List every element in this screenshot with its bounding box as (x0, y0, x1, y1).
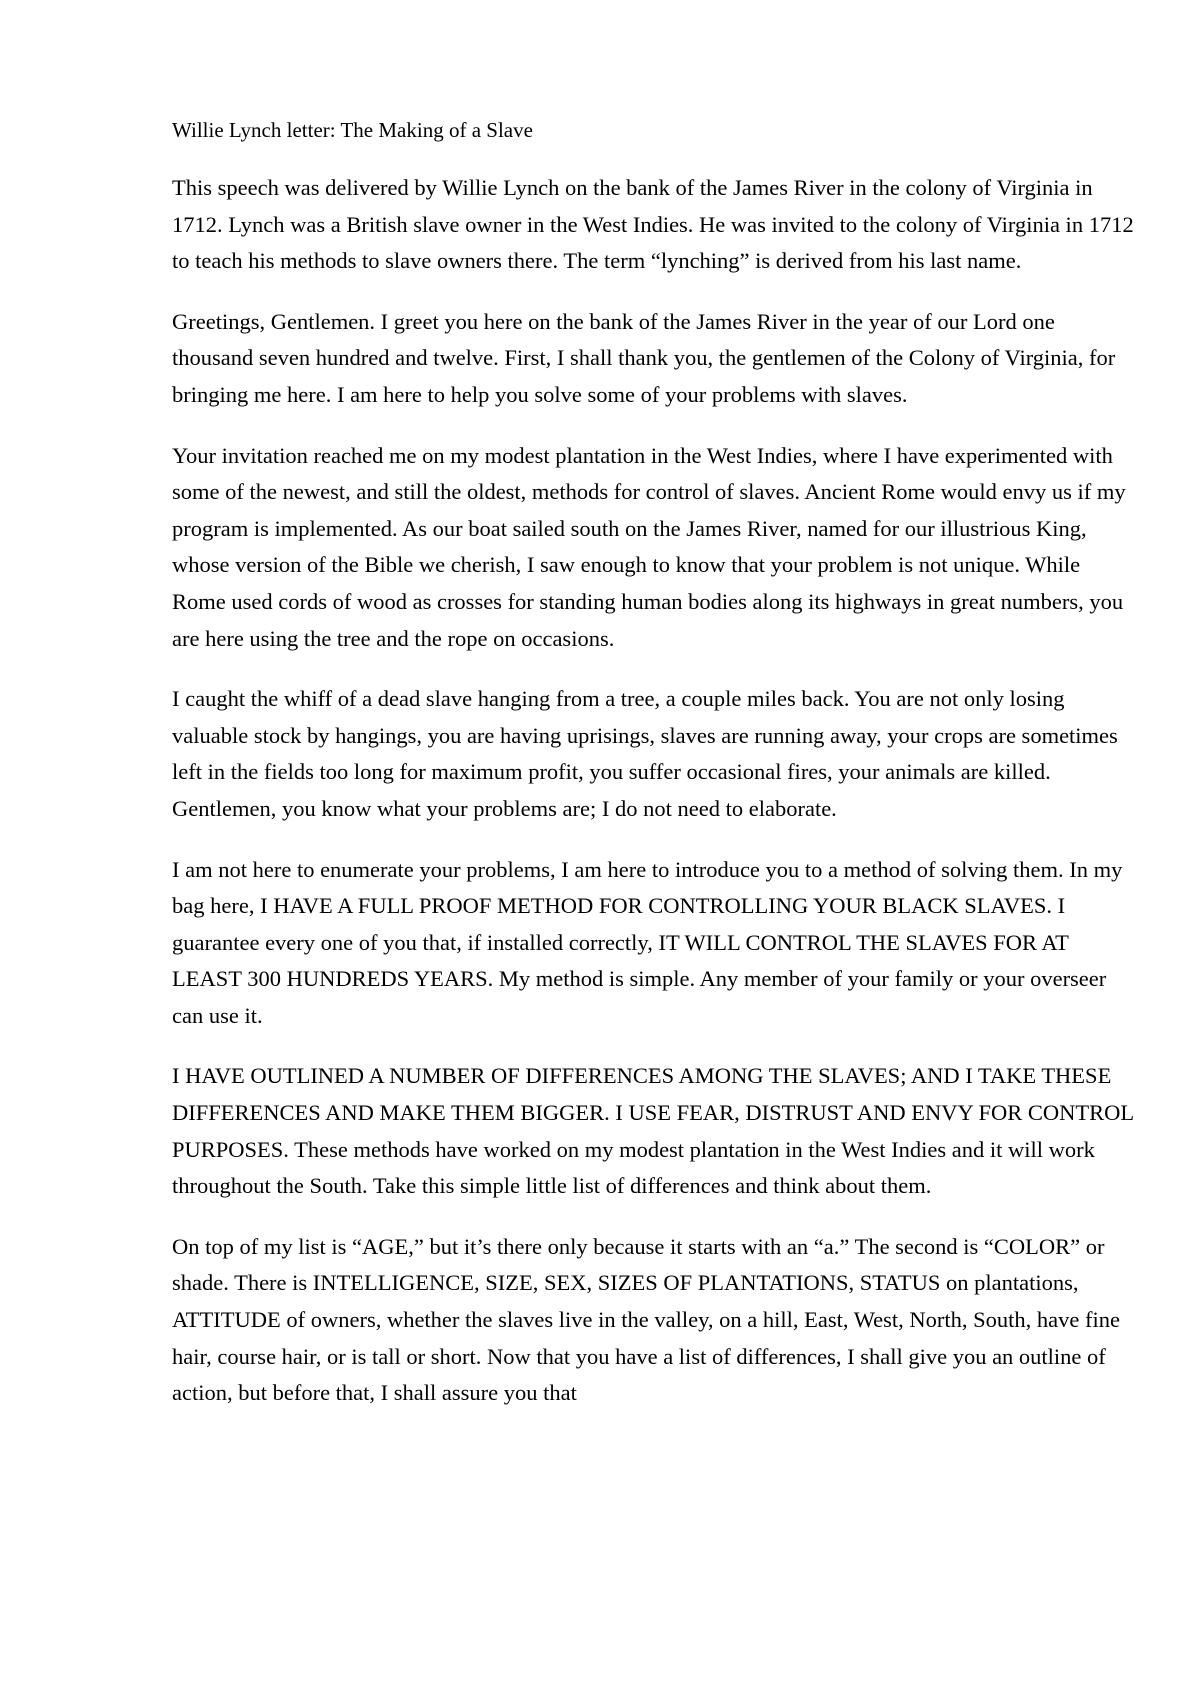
greetings-paragraph: Greetings, Gentlemen. I greet you here on the bank of the James River in the year of our Lord one thousand seven hundred and twelve. First, I shall thank you, the gentlemen of the Colony of Virginia, for bringing me here. I am here to help you solve some of your problems with slaves. (172, 308, 1116, 407)
list-paragraph: On top of my list is “AGE,” but it’s there only because it starts with an “a.” The second is “COLOR” or shade. There is INTELLIGENCE, SIZE, SEX, SIZES OF PLANTATIONS, STATUS on plantations, ATTITUDE of owners, whether the slaves live in the valley, on a hill, East, West, North, South, have fine hair, course hair, or is tall or short. Now that you have a list of differences, I shall give you an outline of action, but before that, I shall assure you that (172, 1233, 1120, 1406)
invitation-paragraph: Your invitation reached me on my modest plantation in the West Indies, where I have experimented with some of the newest, and still the oldest, methods for control of slaves. Ancient Rome would envy us if my program is implemented. As our boat sailed south on the James River, named for our illustrious King, whose version of the Bible we cherish, I saw enough to know that your problem is not unique. While Rome used cords of wood as crosses for standing human bodies along its highways in great numbers, you are here using the tree and the rope on occasions. (172, 442, 1126, 651)
intro-paragraph: This speech was delivered by Willie Lynch on the bank of the James River in the colony of Virginia in 1712. Lynch was a British slave owner in the West Indies. He was invited to the colony of Virginia in 1712 to teach his methods to slave owners there. The term “lynching” is derived from his last name. (172, 175, 1134, 274)
document-title: Willie Lynch letter: The Making of a Slave (172, 118, 533, 142)
problems-paragraph: I caught the whiff of a dead slave hanging from a tree, a couple miles back. You are not only losing valuable stock by hangings, you are having uprisings, slaves are running away, your crops are sometimes left in the fields too long for maximum profit, you suffer occasional fires, your animals are killed. Gentlemen, you know what your problems are; I do not need to elaborate. (172, 686, 1118, 821)
differences-paragraph: I HAVE OUTLINED A NUMBER OF DIFFERENCES AMONG THE SLAVES; AND I TAKE THESE DIFFERENCES AND MAKE THEM BIGGER. I USE FEAR, DISTRUST AND ENVY FOR CONTROL PURPOSES. These methods have worked on my modest plantation in the West Indies and it will work throughout the South. Take this simple little list of differences and think about them. (172, 1063, 1134, 1199)
method-paragraph: I am not here to enumerate your problems, I am here to introduce you to a method of solving them. In my bag here, I HAVE A FULL PROOF METHOD FOR CONTROLLING YOUR BLACK SLAVES. I guarantee every one of you that, if installed correctly, IT WILL CONTROL THE SLAVES FOR AT LEAST 300 HUNDREDS YEARS. My method is simple. Any member of your family or your overseer can use it. (172, 856, 1123, 1028)
document-body (172, 112, 1134, 1436)
